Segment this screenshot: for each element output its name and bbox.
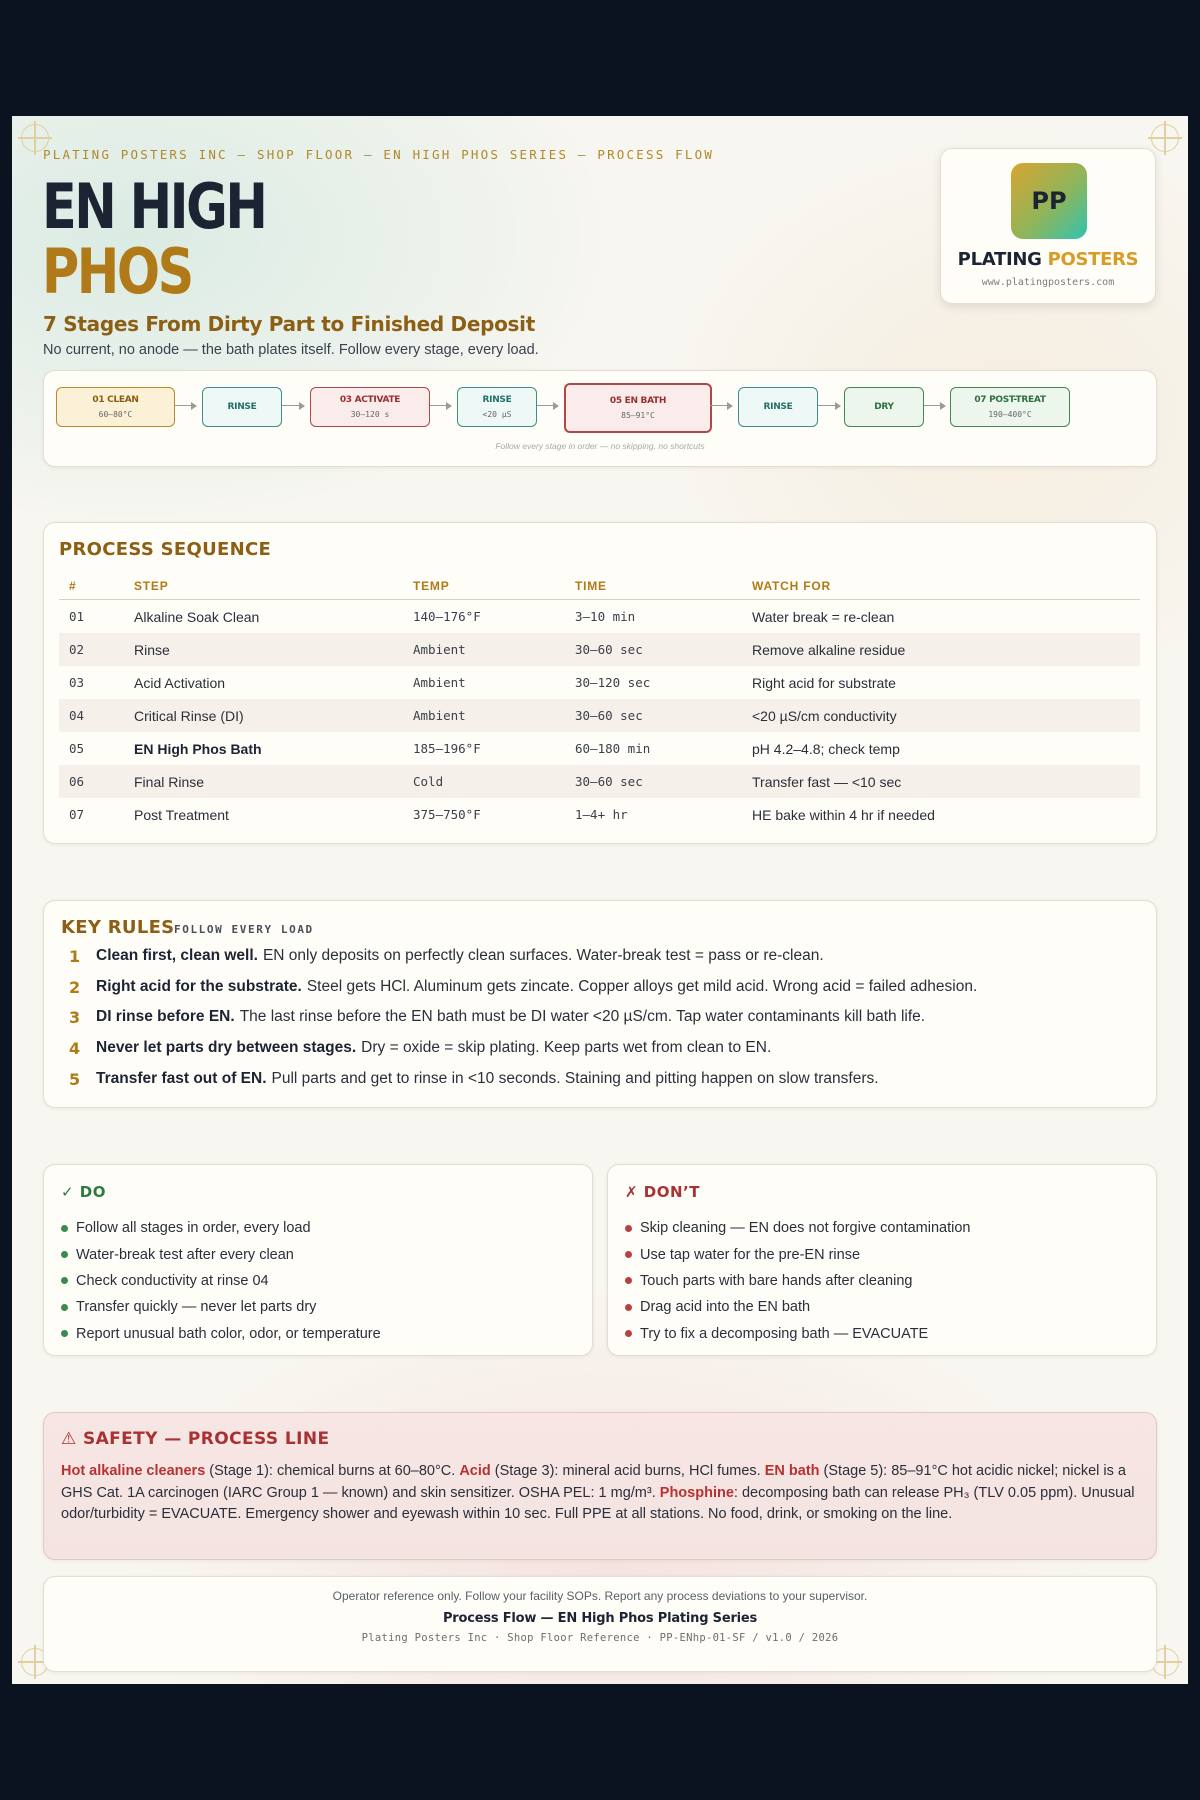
rule-item	[69, 975, 977, 999]
cell-temp: 375–750°F	[413, 807, 481, 822]
flow-stage-sub: 30–120 s	[350, 410, 390, 419]
column-header: #	[59, 573, 124, 600]
flow-stage-label: 01 CLEAN	[92, 395, 139, 405]
process-sequence-table	[59, 573, 1140, 831]
table-row	[59, 666, 1140, 699]
cell-watch-for: Water break = re-clean	[752, 608, 895, 625]
tagline: No current, no anode — the bath plates itself. Follow every stage, every load.	[43, 342, 539, 358]
cell-watch-for: Transfer fast — <10 sec	[742, 765, 1140, 798]
flow-stage-sub: <20 µS	[482, 410, 512, 419]
table-row	[59, 600, 1140, 634]
cell-watch-for: HE bake within 4 hr if needed	[752, 806, 935, 823]
cell-time: 30–120 sec	[575, 675, 651, 690]
section-title: KEY RULES	[61, 917, 175, 938]
list-item: Check conductivity at rinse 04	[61, 1268, 381, 1294]
cell-time: 1–4+ hr	[575, 807, 628, 822]
poster	[12, 116, 1188, 1684]
rule-number: 3	[69, 1007, 81, 1027]
process-sequence-card	[43, 522, 1157, 844]
eyebrow-text: PLATING POSTERS INC — SHOP FLOOR — EN HIGH PHOS SERIES — PROCESS FLOW	[43, 147, 715, 162]
flow-stage-rinse-final	[738, 387, 818, 427]
table-row	[59, 765, 1140, 798]
flow-stage-sub: 85–91°C	[621, 411, 655, 420]
safety-text-segment: (Stage 3): mineral acid burns, HCl fumes.	[490, 1463, 765, 1479]
flow-stage-dry	[844, 387, 924, 427]
logo-badge-icon: PP	[1011, 163, 1087, 239]
rule-heading: DI rinse before EN.	[96, 1008, 235, 1025]
flow-note: Follow every stage in order — no skipping, no shortcuts	[495, 441, 705, 451]
rule-number: 1	[69, 946, 81, 966]
hazard-label: Acid	[459, 1463, 491, 1479]
arrow-right-icon	[710, 405, 731, 406]
cell-time: 30–60 sec	[565, 699, 742, 732]
safety-text-segment: (Stage 5): 85–91°C hot acidic nickel; nickel is a GHS Cat. 1A carcinogen (IARC Group 1 — known) and skin sensitizer. OSHA PEL: 1 mg/m³.	[61, 1463, 1126, 1501]
brand-url: www.platingposters.com	[981, 277, 1115, 288]
list-item: Try to fix a decomposing bath — EVACUATE	[625, 1321, 970, 1347]
flow-stage-rinse-di	[457, 387, 537, 427]
rule-text: Steel gets HCl. Aluminum gets zincate. Copper alloys get mild acid. Wrong acid = failed adhesion.	[306, 978, 978, 995]
rule-item	[69, 1005, 925, 1029]
list-item: Skip cleaning — EN does not forgive contamination	[625, 1215, 970, 1241]
table-row	[59, 699, 1140, 732]
rule-heading: Clean first, clean well.	[96, 947, 258, 964]
do-title: ✓ DO	[61, 1183, 106, 1201]
do-card	[43, 1164, 593, 1356]
arrow-right-icon	[924, 405, 944, 406]
table-row-highlight	[59, 732, 1140, 765]
process-flow-strip	[43, 370, 1157, 467]
flow-stage-rinse-1	[202, 387, 282, 427]
rule-text: EN only deposits on perfectly clean surfaces. Water-break test = pass or re-clean.	[262, 947, 824, 964]
cell-temp: Ambient	[403, 633, 565, 666]
cell-step-number: 04	[59, 699, 124, 732]
flow-stage-label: RINSE	[482, 395, 512, 405]
column-header: STEP	[124, 573, 403, 600]
rule-heading: Right acid for the substrate.	[96, 978, 302, 995]
list-item: Use tap water for the pre-EN rinse	[625, 1241, 970, 1267]
cell-temp: Cold	[403, 765, 565, 798]
page-title-line-1: EN HIGH	[42, 170, 266, 243]
cell-watch-for: pH 4.2–4.8; check temp	[752, 740, 900, 757]
rule-number: 2	[69, 977, 81, 997]
flow-stage-label: RINSE	[227, 402, 257, 412]
arrow-right-icon	[175, 405, 195, 406]
hazard-label: Hot alkaline cleaners	[61, 1463, 206, 1479]
cell-watch-for: <20 µS/cm conductivity	[742, 699, 1140, 732]
cell-time: 30–60 sec	[565, 765, 742, 798]
flow-stage-sub: 60–80°C	[98, 410, 133, 419]
cell-step-name: Critical Rinse (DI)	[124, 699, 403, 732]
cell-step-number: 03	[69, 675, 85, 690]
table-header-row	[59, 573, 1140, 600]
flow-stage-label: 07 POST-TREAT	[974, 395, 1046, 405]
cell-step-number: 06	[59, 765, 124, 798]
brand-name-part-2: POSTERS	[1047, 249, 1139, 270]
safety-text	[61, 1461, 1139, 1526]
flow-stage-en-bath	[564, 383, 712, 433]
flow-stage-clean	[56, 387, 175, 427]
arrow-right-icon	[430, 405, 450, 406]
rule-item	[69, 1067, 879, 1091]
list-item: Water-break test after every clean	[61, 1241, 381, 1267]
safety-card	[43, 1412, 1157, 1560]
rule-heading: Transfer fast out of EN.	[96, 1070, 267, 1087]
logo-card	[940, 148, 1156, 304]
cell-step-number: 01	[69, 609, 85, 624]
arrow-right-icon	[818, 405, 839, 406]
flow-stage-activate	[310, 387, 430, 427]
column-header: TIME	[565, 573, 742, 600]
column-header: WATCH FOR	[742, 573, 1140, 600]
dont-list	[625, 1215, 970, 1347]
flow-stage-label: DRY	[874, 402, 894, 412]
cell-temp: Ambient	[403, 699, 565, 732]
safety-text-segment: (Stage 1): chemical burns at 60–80°C.	[205, 1463, 460, 1479]
cell-temp: 185–196°F	[413, 741, 481, 756]
cell-step-number: 02	[59, 633, 124, 666]
cell-time: 3–10 min	[575, 609, 636, 624]
rule-number: 4	[69, 1038, 81, 1058]
dont-title: ✗ DON’T	[625, 1183, 700, 1201]
rule-text: Pull parts and get to rinse in <10 seconds. Staining and pitting happen on slow transfers.	[271, 1070, 879, 1087]
list-item: Report unusual bath color, odor, or temperature	[61, 1321, 381, 1347]
safety-title: ⚠ SAFETY — PROCESS LINE	[61, 1429, 330, 1449]
section-title: PROCESS SEQUENCE	[59, 539, 272, 560]
column-header: TEMP	[403, 573, 565, 600]
rule-item	[69, 1036, 771, 1060]
cell-step-name: Acid Activation	[134, 674, 226, 691]
arrow-right-icon	[537, 405, 557, 406]
flow-stage-sub: 190–400°C	[988, 410, 1032, 419]
hazard-label: EN bath	[764, 1463, 820, 1479]
dont-card	[607, 1164, 1157, 1356]
cell-step-name: Post Treatment	[134, 806, 229, 823]
do-list	[61, 1215, 381, 1347]
flow-stage-label: 03 ACTIVATE	[339, 395, 401, 405]
cell-temp: Ambient	[413, 675, 466, 690]
cell-time: 60–180 min	[575, 741, 651, 756]
rule-heading: Never let parts dry between stages.	[96, 1039, 357, 1056]
section-subtitle: FOLLOW EVERY LOAD	[174, 923, 314, 936]
rule-text: The last rinse before the EN bath must be DI water <20 µS/cm. Tap water contaminants kill bath life.	[239, 1008, 926, 1025]
flow-stage-label: 05 EN BATH	[609, 396, 667, 406]
list-item: Drag acid into the EN bath	[625, 1294, 970, 1320]
brand-name	[941, 249, 1155, 270]
brand-name-part-1: PLATING	[957, 249, 1042, 270]
cell-step-number: 05	[69, 741, 85, 756]
footer-disclaimer: Operator reference only. Follow your facility SOPs. Report any process deviations to your supervisor.	[332, 1589, 868, 1603]
cell-time: 30–60 sec	[565, 633, 742, 666]
cell-step-name: EN High Phos Bath	[134, 740, 262, 757]
flow-stage-label: RINSE	[763, 402, 793, 412]
rule-item	[69, 944, 824, 968]
cell-watch-for: Right acid for substrate	[752, 674, 896, 691]
cell-step-name: Rinse	[124, 633, 403, 666]
key-rules-card	[43, 900, 1157, 1108]
footer-reference: Plating Posters Inc · Shop Floor Reference · PP-ENhp-01-SF / v1.0 / 2026	[361, 1632, 839, 1644]
cell-watch-for: Remove alkaline residue	[742, 633, 1140, 666]
arrow-right-icon	[282, 405, 303, 406]
list-item: Touch parts with bare hands after cleaning	[625, 1268, 970, 1294]
page-subtitle: 7 Stages From Dirty Part to Finished Deposit	[43, 312, 535, 336]
list-item: Follow all stages in order, every load	[61, 1215, 381, 1241]
cell-step-name: Alkaline Soak Clean	[134, 608, 260, 625]
table-row	[59, 798, 1140, 831]
hazard-label: Phosphine	[659, 1484, 734, 1501]
safety-text-segment: : decomposing bath can release PH₃ (TLV 0.05 ppm). Unusual odor/turbidity = EVACUATE. Emergency shower and eyewash within 10 sec. Full PPE at all stations. No food, drink, or smoking on the line.	[61, 1484, 1135, 1522]
footer-title: Process Flow — EN High Phos Plating Series	[442, 1611, 758, 1626]
flow-stage-post-treat	[950, 387, 1070, 427]
page-title-line-2: PHOS	[42, 235, 192, 308]
table-row	[59, 633, 1140, 666]
registration-mark-icon	[1151, 124, 1179, 152]
list-item: Transfer quickly — never let parts dry	[61, 1294, 381, 1320]
cell-step-number: 07	[69, 807, 85, 822]
footer-card	[43, 1576, 1157, 1672]
rule-number: 5	[69, 1069, 81, 1089]
rule-text: Dry = oxide = skip plating. Keep parts wet from clean to EN.	[361, 1039, 772, 1056]
cell-temp: 140–176°F	[413, 609, 481, 624]
cell-step-name: Final Rinse	[124, 765, 403, 798]
